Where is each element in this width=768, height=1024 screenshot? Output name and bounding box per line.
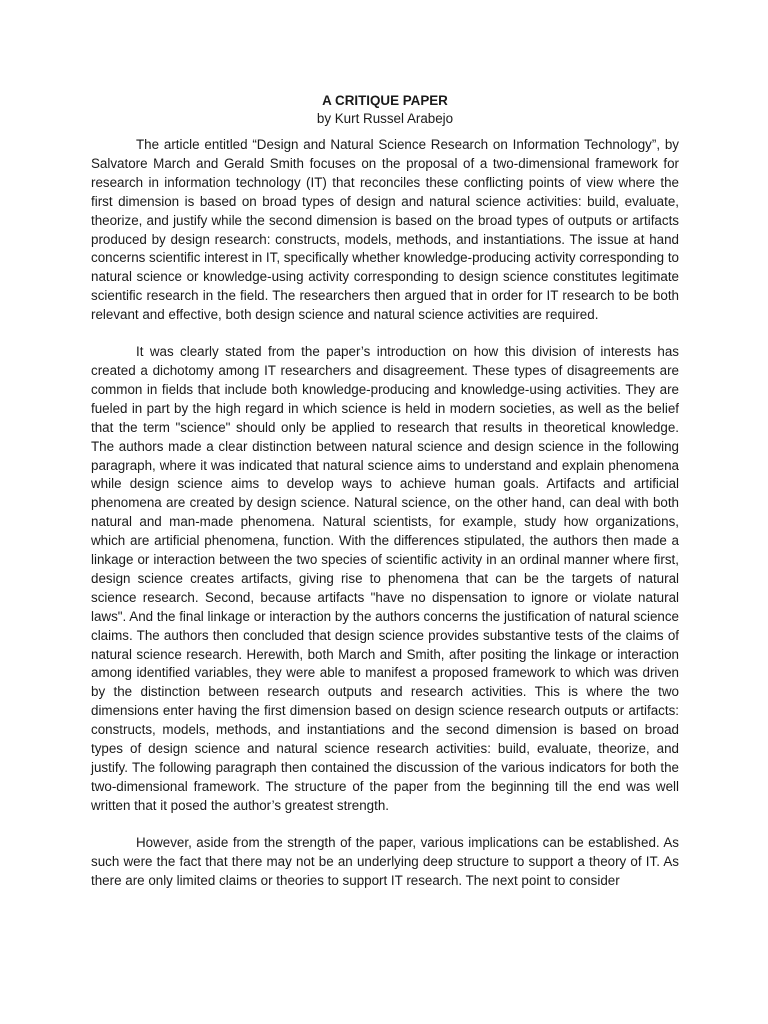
document-body (91, 92, 679, 908)
paragraph-3: However, aside from the strength of the paper, various implications can be established. As such were the fact that there may not be an underlying deep structure to support a theory of IT. As there are only limited claims or theories to support IT research. The next point to consider (91, 834, 679, 888)
paragraph-1: The article entitled “Design and Natural Science Research on Information Technology”, by Salvatore March and Gerald Smith focuses on the proposal of a two-dimensional framework for research in information technology (IT) that reconciles these conflicting points of view where the first dimension is based on broad types of design and natural science activities: build, evaluate, theorize, and justify while the second dimension is based on the broad types of outputs or artifacts produced by design research: constructs, models, methods, and instantiations. The issue at hand concerns scientific interest in IT, specifically whether knowledge-producing activity corresponding to natural science or knowledge-using activity corresponding to design science constitutes legitimate scientific research in the field. The researchers then argued that in order for IT research to be both relevant and effective, both design science and natural science activities are required. (91, 137, 679, 323)
paragraph-2: It was clearly stated from the paper’s introduction on how this division of interests has created a dichotomy among IT researchers and disagreement. These types of disagreements are common in fields that include both knowledge-producing and knowledge-using activities. They are fueled in part by the high regard in which science is held in modern societies, as well as the belief that the term "science" should only be applied to research that results in theoretical knowledge. The authors made a clear distinction between natural science and design science in the following paragraph, where it was indicated that natural science aims to understand and explain phenomena while design science aims to develop ways to achieve human goals. Artifacts and artificial phenomena are created by design science. Natural science, on the other hand, can deal with both natural and man-made phenomena. Natural scientists, for example, study how organizations, which are artificial phenomena, function. With the differences stipulated, the authors then made a linkage or interaction between the two species of scientific activity in an ordinal manner where first, design science creates artifacts, giving rise to phenomena that can be the targets of natural science research. Second, because artifacts "have no dispensation to ignore or violate natural laws". And the final linkage or interaction by the authors concerns the justification of natural science claims. The authors then concluded that design science provides substantive tests of the claims of natural science research. Herewith, both March and Smith, after positing the linkage or interaction among identified variables, they were able to manifest a proposed framework to which was driven by the distinction between research outputs and research activities. This is where the two dimensions enter having the first dimension based on design science research outputs or artifacts: constructs, models, methods, and instantiations and the second dimension is based on broad types of design science and natural science research activities: build, evaluate, theorize, and justify. The following paragraph then contained the discussion of the various indicators for both the two-dimensional framework. The structure of the paper from the beginning till the end was well written that it posed the author’s greatest strength. (91, 344, 679, 813)
document-author: by Kurt Russel Arabejo (316, 111, 454, 126)
document-title: A CRITIQUE PAPER (322, 93, 448, 108)
